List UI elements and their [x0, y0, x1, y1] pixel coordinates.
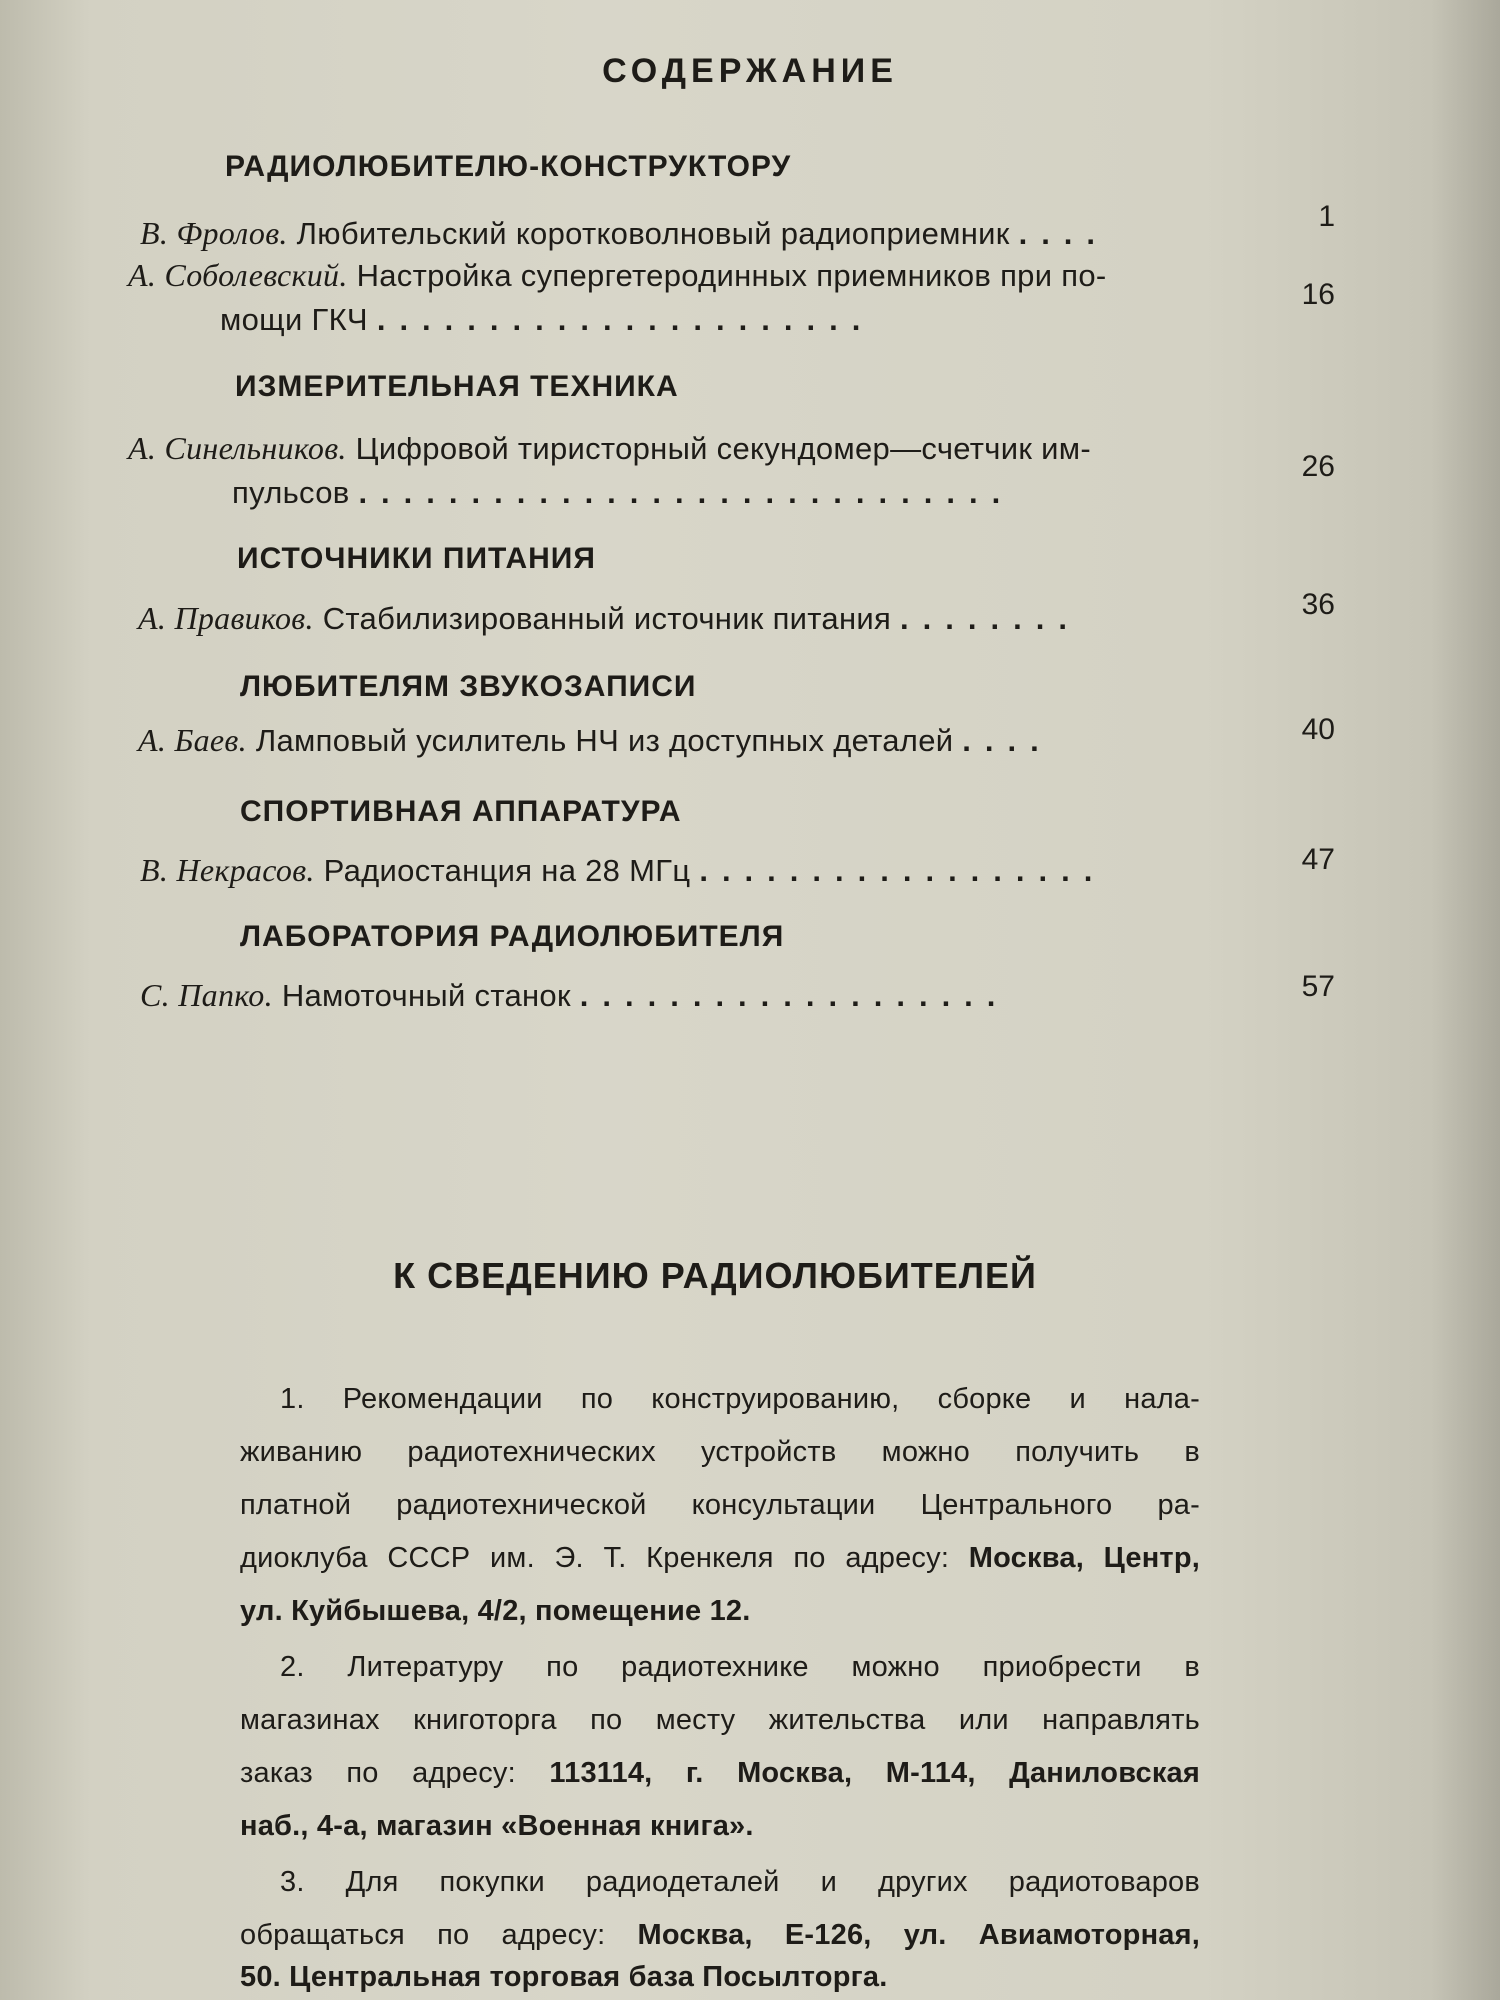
toc-entry-sobolevsky-cont [220, 302, 874, 338]
address-bold: Москва, Е-126, ул. Авиамоторная, [637, 1919, 1200, 1951]
entry-page-number: 47 [1301, 843, 1335, 876]
address-bold: Москва, Центр, [968, 1542, 1201, 1574]
section-heading-sound: ЛЮБИТЕЛЯМ ЗВУКОЗАПИСИ [240, 670, 697, 703]
paragraph-2-line-4: наб., 4-а, магазин «Военная книга». [240, 1810, 754, 1842]
paragraph-3-line-2 [240, 1919, 1200, 1952]
entry-author: А. Синельников. [128, 430, 347, 466]
dot-leader: .................. [699, 853, 1107, 888]
entry-page-number: 16 [1301, 278, 1335, 311]
entry-page-number: 1 [1318, 200, 1335, 233]
dot-leader: ............................. [358, 475, 1015, 510]
toc-entry-pravikov[interactable] [138, 600, 1081, 637]
address-bold: 113114, г. Москва, М-114, Даниловская [549, 1757, 1201, 1789]
dot-leader: ...................... [376, 302, 875, 337]
entry-title: Радиостанция на 28 МГц [323, 853, 691, 888]
dot-leader: ........ [900, 601, 1081, 636]
address-intro: обращаться по адресу: [240, 1919, 606, 1951]
toc-entry-sinelnikov-cont [232, 475, 1014, 511]
paragraph-3-line-1: 3. Для покупки радиодеталей и других радиотоваров [280, 1866, 1200, 1898]
entry-title-continued: пульсов [232, 475, 350, 510]
entry-page-number: 36 [1301, 588, 1335, 621]
paragraph-2-line-1: 2. Литературу по радиотехнике можно приобрести в [280, 1651, 1200, 1683]
toc-entry-sobolevsky[interactable] [128, 257, 1107, 294]
paragraph-3-line-3: 50. Центральная торговая база Посылторга. [240, 1961, 888, 1993]
paragraph-1-line-5: ул. Куйбышева, 4/2, помещение 12. [240, 1595, 751, 1627]
section-heading-measurement: ИЗМЕРИТЕЛЬНАЯ ТЕХНИКА [235, 370, 679, 403]
toc-entry-baev[interactable] [138, 722, 1053, 759]
entry-title: Стабилизированный источник питания [322, 601, 892, 636]
entry-title: Цифровой тиристорный секундомер—счетчик им- [355, 431, 1091, 466]
entry-page-number: 57 [1301, 970, 1335, 1003]
dot-leader: ................... [579, 978, 1010, 1013]
toc-entry-sinelnikov[interactable] [128, 430, 1091, 467]
entry-page-number: 26 [1301, 450, 1335, 483]
entry-title-continued: мощи ГКЧ [220, 302, 368, 337]
entry-title: Любительский коротковолновый радиоприемник [296, 216, 1010, 251]
paragraph-2-line-3 [240, 1757, 1200, 1790]
paragraph-1-line-1: 1. Рекомендации по конструированию, сборке и нала- [280, 1383, 1200, 1415]
address-intro: заказ по адресу: [240, 1757, 516, 1789]
toc-entry-nekrasov[interactable] [140, 852, 1106, 889]
entry-author: А. Баев. [138, 722, 247, 758]
entry-author: А. Правиков. [138, 600, 314, 636]
section-heading-power: ИСТОЧНИКИ ПИТАНИЯ [237, 542, 596, 575]
entry-author: В. Некрасов. [140, 852, 315, 888]
entry-author: А. Соболевский. [128, 257, 348, 293]
section-heading-sport: СПОРТИВНАЯ АППАРАТУРА [240, 795, 682, 828]
section-heading-lab: ЛАБОРАТОРИЯ РАДИОЛЮБИТЕЛЯ [240, 920, 785, 953]
toc-entry-papko[interactable] [140, 977, 1009, 1014]
entry-author: В. Фролов. [140, 215, 288, 251]
paragraph-1-line-3: платной радиотехнической консультации Центрального ра- [240, 1489, 1200, 1521]
toc-title: СОДЕРЖАНИЕ [602, 52, 898, 90]
section-heading-constructor: РАДИОЛЮБИТЕЛЮ-КОНСТРУКТОРУ [225, 150, 792, 183]
paragraph-1-line-4 [240, 1542, 1200, 1575]
info-title: К СВЕДЕНИЮ РАДИОЛЮБИТЕЛЕЙ [393, 1255, 1037, 1296]
entry-title: Намоточный станок [281, 978, 571, 1013]
entry-author: С. Папко. [140, 977, 273, 1013]
toc-entry-frolov[interactable] [140, 215, 1109, 252]
dot-leader: .... [962, 723, 1053, 758]
entry-title: Ламповый усилитель НЧ из доступных деталей [255, 723, 954, 758]
entry-page-number: 40 [1301, 713, 1335, 746]
address-intro: диоклуба СССР им. Э. Т. Кренкеля по адресу: [240, 1542, 950, 1574]
entry-title: Настройка супергетеродинных приемников при по- [356, 258, 1107, 293]
paragraph-1-line-2: живанию радиотехнических устройств можно получить в [240, 1436, 1200, 1468]
dot-leader: .... [1018, 216, 1110, 251]
paragraph-2-line-2: магазинах книготорга по месту жительства или направлять [240, 1704, 1200, 1736]
